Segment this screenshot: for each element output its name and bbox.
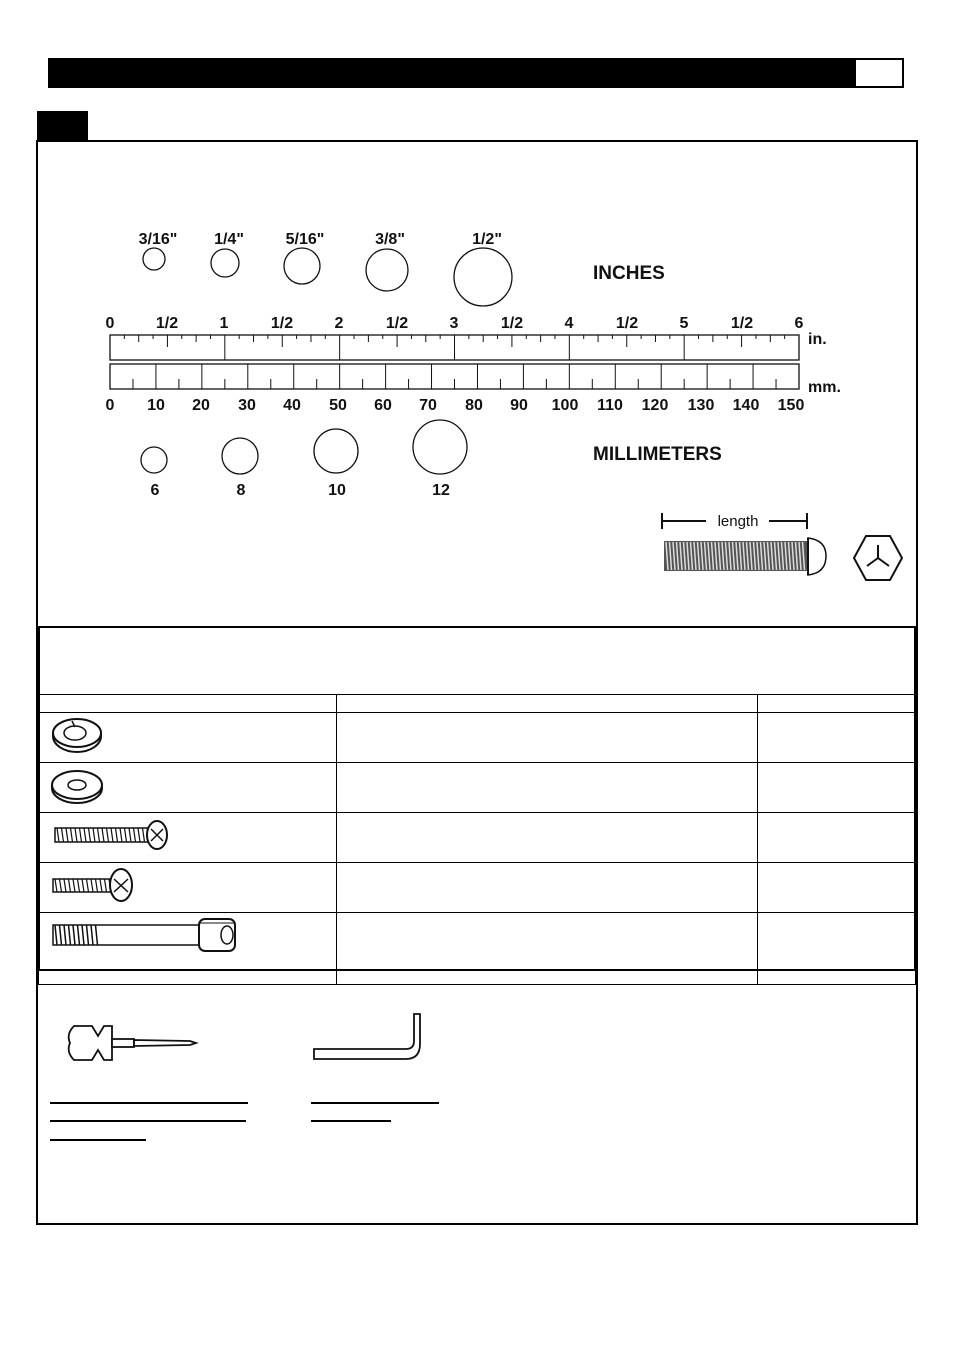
mm-tick-label: 110: [597, 397, 623, 414]
inch-tick-label: 1: [219, 315, 229, 332]
inch-tick-label: 1/2: [155, 315, 179, 332]
inch-bolt-circles: [143, 248, 512, 306]
bolt-circle-1-2: [454, 248, 512, 306]
socket-cap-bolt-icon: [39, 913, 249, 961]
inch-tick-label: 1/2: [615, 315, 639, 332]
mm-tick-label: 0: [105, 397, 115, 414]
table-header-row: [39, 695, 916, 713]
mm-tick-label: 80: [465, 397, 483, 414]
mm-tick-label: 40: [283, 397, 301, 414]
table-row: [39, 813, 916, 863]
mm-bolt-label: 10: [328, 482, 346, 499]
mm-tick-label: 130: [687, 397, 715, 414]
mm-tick-label: 120: [641, 397, 669, 414]
inch-tick-label: 1/2: [270, 315, 294, 332]
tool-caption-underline: [50, 1120, 246, 1122]
bolt-circle-3-8: [366, 249, 408, 291]
bolt-circle-1-4: [211, 249, 239, 277]
phillips-screw-long-icon: [39, 813, 179, 857]
bolt-circle-8mm: [222, 438, 258, 474]
mm-tick-label: 100: [551, 397, 579, 414]
inch-tick-label: 1/2: [500, 315, 524, 332]
inch-tick-label: 5: [679, 315, 689, 332]
mm-tick-label: 140: [732, 397, 760, 414]
mm-tick-label: 50: [329, 397, 347, 414]
inch-tick-label: 6: [794, 315, 804, 332]
bolt-circle-6mm: [141, 447, 167, 473]
mm-tick-label: 10: [147, 397, 165, 414]
tool-caption-underline: [311, 1102, 439, 1104]
inch-bolt-label: 3/16": [138, 231, 178, 248]
millimeters-label: MILLIMETERS: [593, 444, 722, 465]
inch-bolt-label: 3/8": [375, 231, 405, 248]
phillips-screw-short-icon: [39, 863, 149, 907]
inch-bolt-label: 1/2": [472, 231, 502, 248]
length-label: length: [717, 513, 759, 530]
bolt-length-example-icon: [664, 538, 826, 575]
inch-bolt-label: 1/4": [214, 231, 244, 248]
inch-tick-label: 0: [105, 315, 115, 332]
tool-caption-underline: [311, 1120, 391, 1122]
hardware-parts-table: [38, 694, 916, 985]
hex-head-icon: [854, 536, 902, 580]
mm-bolt-circles: [141, 420, 467, 474]
mm-tick-label: 150: [777, 397, 805, 414]
mm-bolt-label: 12: [432, 482, 450, 499]
inches-label: INCHES: [593, 263, 665, 284]
tool-caption-underline: [50, 1102, 248, 1104]
flat-washer-icon: [39, 763, 119, 807]
bolt-circle-12mm: [413, 420, 467, 474]
table-row: [39, 863, 916, 913]
inch-tick-label: 3: [449, 315, 459, 332]
inch-ruler-ticks: [110, 335, 799, 360]
mm-bolt-label: 6: [150, 482, 160, 499]
bolt-circle-3-16: [143, 248, 165, 270]
table-row: [39, 913, 916, 985]
mm-ruler-ticks: [110, 364, 799, 389]
inch-tick-label: 4: [564, 315, 574, 332]
tool-caption-underline: [50, 1139, 146, 1141]
mm-tick-label: 90: [510, 397, 528, 414]
mm-tick-label: 20: [192, 397, 210, 414]
table-row: [39, 713, 916, 763]
inch-tick-label: 1/2: [385, 315, 409, 332]
lock-washer-icon: [39, 713, 119, 757]
mm-unit-label: mm.: [808, 379, 841, 396]
bolt-size-gauge: [0, 0, 954, 620]
mm-tick-label: 70: [419, 397, 437, 414]
inch-tick-label: 1/2: [730, 315, 754, 332]
inch-tick-label: 2: [334, 315, 344, 332]
table-row: [39, 763, 916, 813]
mm-tick-label: 30: [238, 397, 256, 414]
mm-tick-label: 60: [374, 397, 392, 414]
mm-bolt-label: 8: [236, 482, 246, 499]
bolt-circle-5-16: [284, 248, 320, 284]
inch-bolt-label: 5/16": [285, 231, 325, 248]
in-unit-label: in.: [808, 331, 827, 348]
bolt-circle-10mm: [314, 429, 358, 473]
